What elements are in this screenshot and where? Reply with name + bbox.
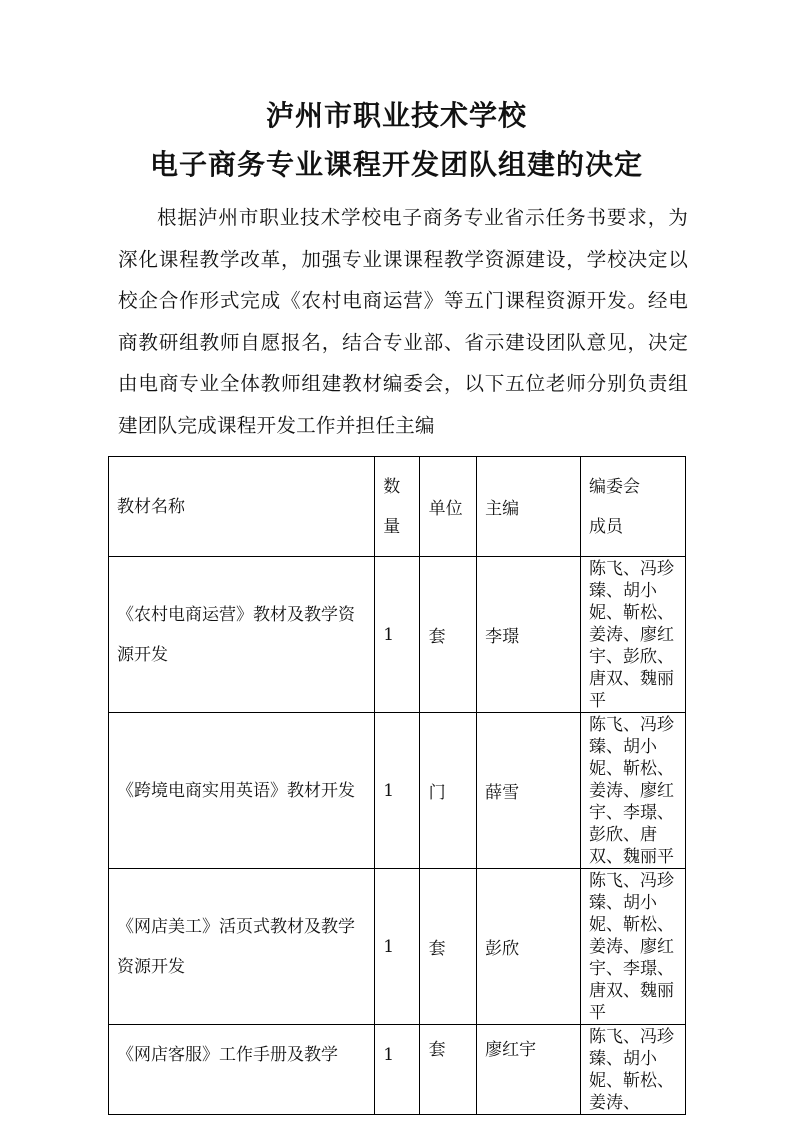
document-title-line1: 泸州市职业技术学校 xyxy=(265,99,527,132)
cell-textbook-name: 《农村电商运营》教材及教学资源开发 xyxy=(109,557,375,713)
cell-quantity: 1 xyxy=(375,557,419,713)
cell-committee-members: 陈飞、冯珍臻、胡小妮、靳松、姜涛、廖红宇、李璟、彭欣、唐双、魏丽平 xyxy=(581,713,686,869)
table-row xyxy=(109,1025,686,1115)
cell-textbook-name: 《网店美工》活页式教材及教学资源开发 xyxy=(109,869,375,1025)
cell-quantity: 1 xyxy=(375,1025,419,1115)
cell-unit: 套 xyxy=(419,869,476,1025)
cell-chief-editor: 薛雪 xyxy=(477,713,581,869)
cell-textbook-name: 《网店客服》工作手册及教学 xyxy=(109,1025,375,1115)
cell-quantity: 1 xyxy=(375,713,419,869)
cell-unit: 套 xyxy=(419,557,476,713)
cell-textbook-name: 《跨境电商实用英语》教材开发 xyxy=(109,713,375,869)
document-body-paragraph: 根据泸州市职业技术学校电子商务专业省示任务书要求，为深化课程教学改革，加强专业课课程教学资源建设，学校决定以校企合作形式完成《农村电商运营》等五门课程资源开发。经电商教研组教师自愿报名，结合专业部、省示建设团队意见，决定由电商专业全体教师组建教材编委会，以下五位老师分别负责组建团队完成课程开发工作并担任主编 xyxy=(118,206,688,437)
header-chief-editor: 主编 xyxy=(477,457,581,557)
cell-committee-members: 陈飞、冯珍臻、胡小妮、靳松、姜涛、廖红宇、彭欣、唐双、魏丽平 xyxy=(581,557,686,713)
cell-unit: 门 xyxy=(419,713,476,869)
table-row xyxy=(109,869,686,1025)
header-quantity xyxy=(375,457,419,557)
cell-chief-editor: 彭欣 xyxy=(477,869,581,1025)
table-row xyxy=(109,557,686,713)
textbook-table xyxy=(108,456,686,1115)
cell-committee-members: 陈飞、冯珍臻、胡小妮、靳松、姜涛、 xyxy=(581,1025,686,1115)
cell-committee-members: 陈飞、冯珍臻、胡小妮、靳松、姜涛、廖红宇、李璟、唐双、魏丽平 xyxy=(581,869,686,1025)
header-members-line1: 编委会 xyxy=(589,476,641,497)
document-title-line2: 电子商务专业课程开发团队组建的决定 xyxy=(149,148,643,181)
header-members-line2: 成员 xyxy=(589,516,624,537)
header-quantity-line2: 量 xyxy=(383,516,401,537)
header-committee-members xyxy=(581,457,686,557)
cell-unit: 套 xyxy=(419,1025,476,1115)
cell-chief-editor: 李璟 xyxy=(477,557,581,713)
table-row xyxy=(109,713,686,869)
header-quantity-line1: 数 xyxy=(383,476,401,497)
table-header-row xyxy=(109,457,686,557)
cell-chief-editor: 廖红宇 xyxy=(477,1025,581,1115)
cell-quantity: 1 xyxy=(375,869,419,1025)
header-textbook-name: 教材名称 xyxy=(109,457,375,557)
header-unit: 单位 xyxy=(419,457,476,557)
